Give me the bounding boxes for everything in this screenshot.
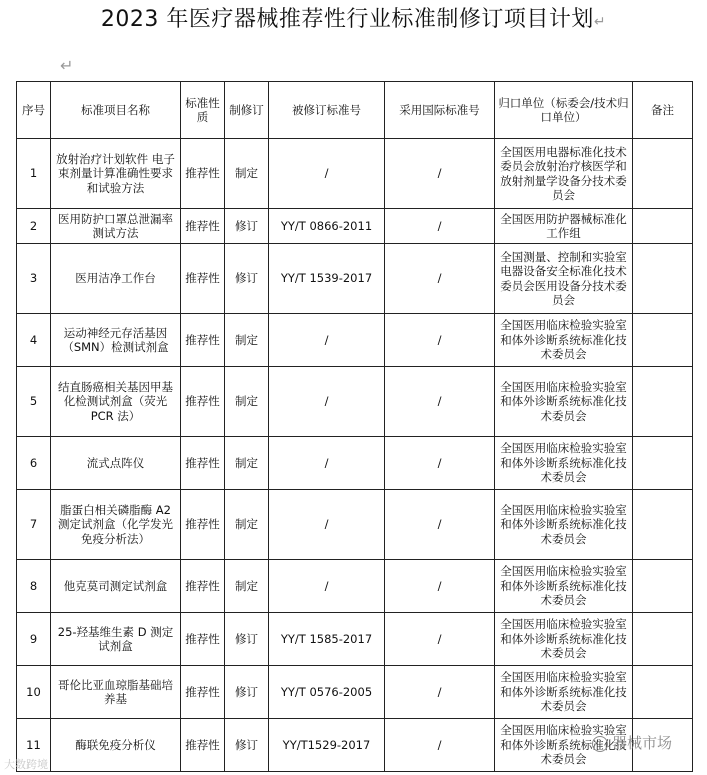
table-row: [17, 367, 693, 437]
cell-org: 全国医用临床检验实验室和体外诊断系统标准化技术委员会: [495, 314, 633, 367]
cell-type: 制定: [225, 367, 269, 437]
table-row: [17, 244, 693, 314]
cell-type: 制定: [225, 139, 269, 209]
cell-no: 8: [17, 560, 51, 613]
cell-revised: YY/T 0576-2005: [269, 666, 385, 719]
header-cell-note: 备注: [633, 82, 693, 139]
cell-nature: 推荐性: [181, 719, 225, 772]
cell-org: 全国医用临床检验实验室和体外诊断系统标准化技术委员会: [495, 719, 633, 772]
cell-name: 放射治疗计划软件 电子束剂量计算准确性要求和试验方法: [51, 139, 181, 209]
cell-org: 全国医用临床检验实验室和体外诊断系统标准化技术委员会: [495, 490, 633, 560]
cell-org: 全国医用临床检验实验室和体外诊断系统标准化技术委员会: [495, 560, 633, 613]
cell-type: 修订: [225, 613, 269, 666]
cell-name: 结直肠癌相关基因甲基化检测试剂盒（荧光 PCR 法）: [51, 367, 181, 437]
cell-intl: /: [385, 209, 495, 244]
cell-note: [633, 244, 693, 314]
cell-type: 修订: [225, 244, 269, 314]
cell-note: [633, 560, 693, 613]
cell-note: [633, 437, 693, 490]
cell-revised: /: [269, 139, 385, 209]
cell-no: 7: [17, 490, 51, 560]
watermark-right: [592, 732, 672, 753]
cell-name: 酶联免疫分析仪: [51, 719, 181, 772]
cell-nature: 推荐性: [181, 367, 225, 437]
cell-no: 3: [17, 244, 51, 314]
table-row: [17, 490, 693, 560]
header-cell-revised: 被修订标准号: [269, 82, 385, 139]
table-row: [17, 437, 693, 490]
cell-intl: /: [385, 244, 495, 314]
cell-intl: /: [385, 139, 495, 209]
cell-note: [633, 613, 693, 666]
cell-org: 全国测量、控制和实验室电器设备安全标准化技术委员会医用设备分技术委员会: [495, 244, 633, 314]
watermark-left: 大数跨境: [4, 758, 48, 771]
cell-nature: 推荐性: [181, 560, 225, 613]
header-cell-no: 序号: [17, 82, 51, 139]
wechat-logo-icon: [592, 736, 608, 752]
cell-nature: 推荐性: [181, 314, 225, 367]
header-cell-intl: 采用国际标准号: [385, 82, 495, 139]
cell-no: 9: [17, 613, 51, 666]
table-row: [17, 139, 693, 209]
cell-org: 全国医用临床检验实验室和体外诊断系统标准化技术委员会: [495, 666, 633, 719]
cell-nature: 推荐性: [181, 437, 225, 490]
cell-name: 脂蛋白相关磷脂酶 A2 测定试剂盒（化学发光免疫分析法）: [51, 490, 181, 560]
cell-intl: /: [385, 314, 495, 367]
header-cell-name: 标准项目名称: [51, 82, 181, 139]
cell-revised: YY/T 1539-2017: [269, 244, 385, 314]
cell-nature: 推荐性: [181, 209, 225, 244]
cell-revised: /: [269, 560, 385, 613]
header-cell-nature: 标准性质: [181, 82, 225, 139]
cell-nature: 推荐性: [181, 613, 225, 666]
cell-note: [633, 209, 693, 244]
watermark-right-text: 器械市场: [612, 734, 673, 752]
table-row: [17, 560, 693, 613]
table-body: [17, 139, 693, 772]
cell-name: 25-羟基维生素 D 测定试剂盒: [51, 613, 181, 666]
cell-no: 1: [17, 139, 51, 209]
cell-nature: 推荐性: [181, 666, 225, 719]
table-header-row: [17, 82, 693, 139]
standards-table: [16, 81, 693, 772]
cell-type: 制定: [225, 560, 269, 613]
cell-revised: /: [269, 490, 385, 560]
cell-type: 修订: [225, 666, 269, 719]
cell-name: 医用洁净工作台: [51, 244, 181, 314]
cell-org: 全国医用防护器械标准化工作组: [495, 209, 633, 244]
cell-intl: /: [385, 666, 495, 719]
cell-revised: /: [269, 367, 385, 437]
cell-org: 全国医用电器标准化技术委员会放射治疗核医学和放射剂量学设备分技术委员会: [495, 139, 633, 209]
table-row: [17, 314, 693, 367]
cell-org: 全国医用临床检验实验室和体外诊断系统标准化技术委员会: [495, 437, 633, 490]
cell-note: [633, 314, 693, 367]
cell-note: [633, 666, 693, 719]
table-row: [17, 666, 693, 719]
paragraph-mark: ↵: [60, 56, 74, 75]
cell-intl: /: [385, 367, 495, 437]
cell-intl: /: [385, 490, 495, 560]
cell-no: 10: [17, 666, 51, 719]
cell-revised: YY/T1529-2017: [269, 719, 385, 772]
cell-type: 制定: [225, 314, 269, 367]
cell-nature: 推荐性: [181, 139, 225, 209]
cell-revised: YY/T 0866-2011: [269, 209, 385, 244]
cell-org: 全国医用临床检验实验室和体外诊断系统标准化技术委员会: [495, 367, 633, 437]
cell-intl: /: [385, 719, 495, 772]
page-title: 2023 年医疗器械推荐性行业标准制修订项目计划↵: [100, 7, 607, 32]
cell-nature: 推荐性: [181, 490, 225, 560]
cell-name: 运动神经元存活基因（SMN）检测试剂盒: [51, 314, 181, 367]
cell-no: 5: [17, 367, 51, 437]
cell-no: 2: [17, 209, 51, 244]
cell-intl: /: [385, 560, 495, 613]
cell-note: [633, 490, 693, 560]
cell-revised: /: [269, 437, 385, 490]
table-row: [17, 613, 693, 666]
cell-name: 哥伦比亚血琼脂基础培养基: [51, 666, 181, 719]
cell-revised: YY/T 1585-2017: [269, 613, 385, 666]
cell-type: 制定: [225, 490, 269, 560]
cell-note: [633, 367, 693, 437]
cell-type: 制定: [225, 437, 269, 490]
cell-revised: /: [269, 314, 385, 367]
cell-no: 6: [17, 437, 51, 490]
cell-type: 修订: [225, 719, 269, 772]
cell-intl: /: [385, 613, 495, 666]
cell-no: 4: [17, 314, 51, 367]
cell-no: 11: [17, 719, 51, 772]
cell-name: 流式点阵仪: [51, 437, 181, 490]
cell-type: 修订: [225, 209, 269, 244]
header-cell-org: 归口单位（标委会/技术归口单位）: [495, 82, 633, 139]
cell-nature: 推荐性: [181, 244, 225, 314]
table-row: [17, 209, 693, 244]
cell-name: 他克莫司测定试剂盒: [51, 560, 181, 613]
cell-note: [633, 139, 693, 209]
cell-org: 全国医用临床检验实验室和体外诊断系统标准化技术委员会: [495, 613, 633, 666]
header-cell-type: 制修订: [225, 82, 269, 139]
cell-name: 医用防护口罩总泄漏率测试方法: [51, 209, 181, 244]
cell-intl: /: [385, 437, 495, 490]
